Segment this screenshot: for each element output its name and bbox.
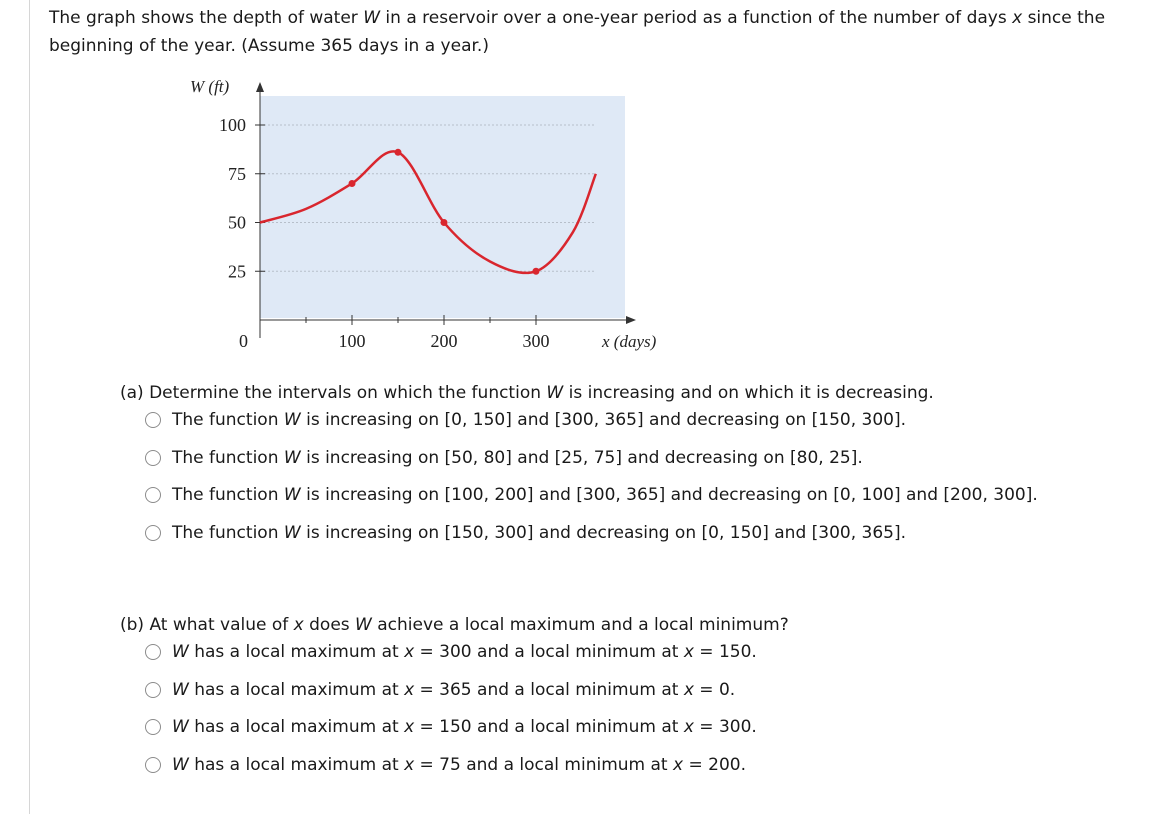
y-tick-label: 25 <box>228 261 246 282</box>
y-tick-labels <box>219 115 246 281</box>
question-b-var-x: x <box>293 615 304 635</box>
left-border <box>29 0 30 814</box>
x-tick-labels <box>239 331 550 351</box>
plot-background <box>260 96 625 318</box>
y-axis-arrow <box>256 82 264 92</box>
question-b-var-w: W <box>355 615 372 635</box>
question-a-var: W <box>546 383 564 403</box>
option-a-4[interactable] <box>145 522 906 544</box>
option-label: W has a local maximum at x = 150 and a local minimum at x = 300. <box>172 717 757 737</box>
question-b <box>120 614 789 636</box>
radio-button[interactable] <box>145 682 161 698</box>
radio-button[interactable] <box>145 757 161 773</box>
intro-var-w: W <box>363 8 381 28</box>
x-axis-label: x (days) <box>602 332 657 351</box>
option-label: The function W is increasing on [150, 300] and decreasing on [0, 150] and [300, 365]. <box>172 523 907 543</box>
intro-text: The graph shows the depth of water <box>49 8 364 28</box>
x-tick-label: 200 <box>430 331 458 351</box>
curve-point <box>395 149 402 156</box>
option-label: The function W is increasing on [100, 200] and [300, 365] and decreasing on [0, 100] and [200, 300]. <box>172 485 1038 505</box>
option-b-4[interactable] <box>145 754 746 776</box>
depth-graph <box>180 68 700 368</box>
question-a-text: (a) Determine the intervals on which the function <box>120 383 547 403</box>
radio-button[interactable] <box>145 412 161 428</box>
intro-text: since the beginning of the year. (Assume 365 days in a year.) <box>49 8 1106 56</box>
question-b-text: achieve a local maximum and a local minimum? <box>371 615 789 635</box>
curve-point <box>441 219 448 226</box>
radio-button[interactable] <box>145 719 161 735</box>
y-tick-label: 75 <box>228 163 246 184</box>
radio-button[interactable] <box>145 487 161 503</box>
option-b-2[interactable] <box>145 679 735 701</box>
radio-button[interactable] <box>145 450 161 466</box>
intro-text: in a reservoir over a one-year period as a function of the number of days <box>380 8 1013 28</box>
option-label: The function W is increasing on [0, 150] and [300, 365] and decreasing on [150, 300]. <box>172 410 907 430</box>
option-label: W has a local maximum at x = 365 and a local minimum at x = 0. <box>172 680 736 700</box>
option-a-1[interactable] <box>145 409 906 431</box>
curve-point <box>533 268 540 275</box>
option-b-1[interactable] <box>145 641 757 663</box>
intro-var-x: x <box>1012 8 1023 28</box>
question-a-text: is increasing and on which it is decreasing. <box>563 383 934 403</box>
option-a-2[interactable] <box>145 447 863 469</box>
radio-button[interactable] <box>145 644 161 660</box>
curve-point <box>349 180 356 187</box>
option-label: The function W is increasing on [50, 80] and [25, 75] and decreasing on [80, 25]. <box>172 448 863 468</box>
radio-button[interactable] <box>145 525 161 541</box>
option-a-3[interactable] <box>145 484 1038 506</box>
question-b-text: (b) At what value of <box>120 615 294 635</box>
y-tick-label: 50 <box>228 212 246 233</box>
y-axis-label: W (ft) <box>190 77 230 96</box>
x-tick-label: 0 <box>239 331 248 351</box>
option-label: W has a local maximum at x = 300 and a local minimum at x = 150. <box>172 642 757 662</box>
option-label: W has a local maximum at x = 75 and a local minimum at x = 200. <box>172 755 746 775</box>
x-tick-label: 300 <box>522 331 550 351</box>
option-b-3[interactable] <box>145 716 757 738</box>
problem-intro <box>49 4 1164 60</box>
question-a <box>120 382 934 404</box>
y-tick-label: 100 <box>219 115 246 135</box>
x-tick-label: 100 <box>338 331 366 351</box>
x-axis-arrow <box>626 316 636 324</box>
question-b-text: does <box>303 615 356 635</box>
